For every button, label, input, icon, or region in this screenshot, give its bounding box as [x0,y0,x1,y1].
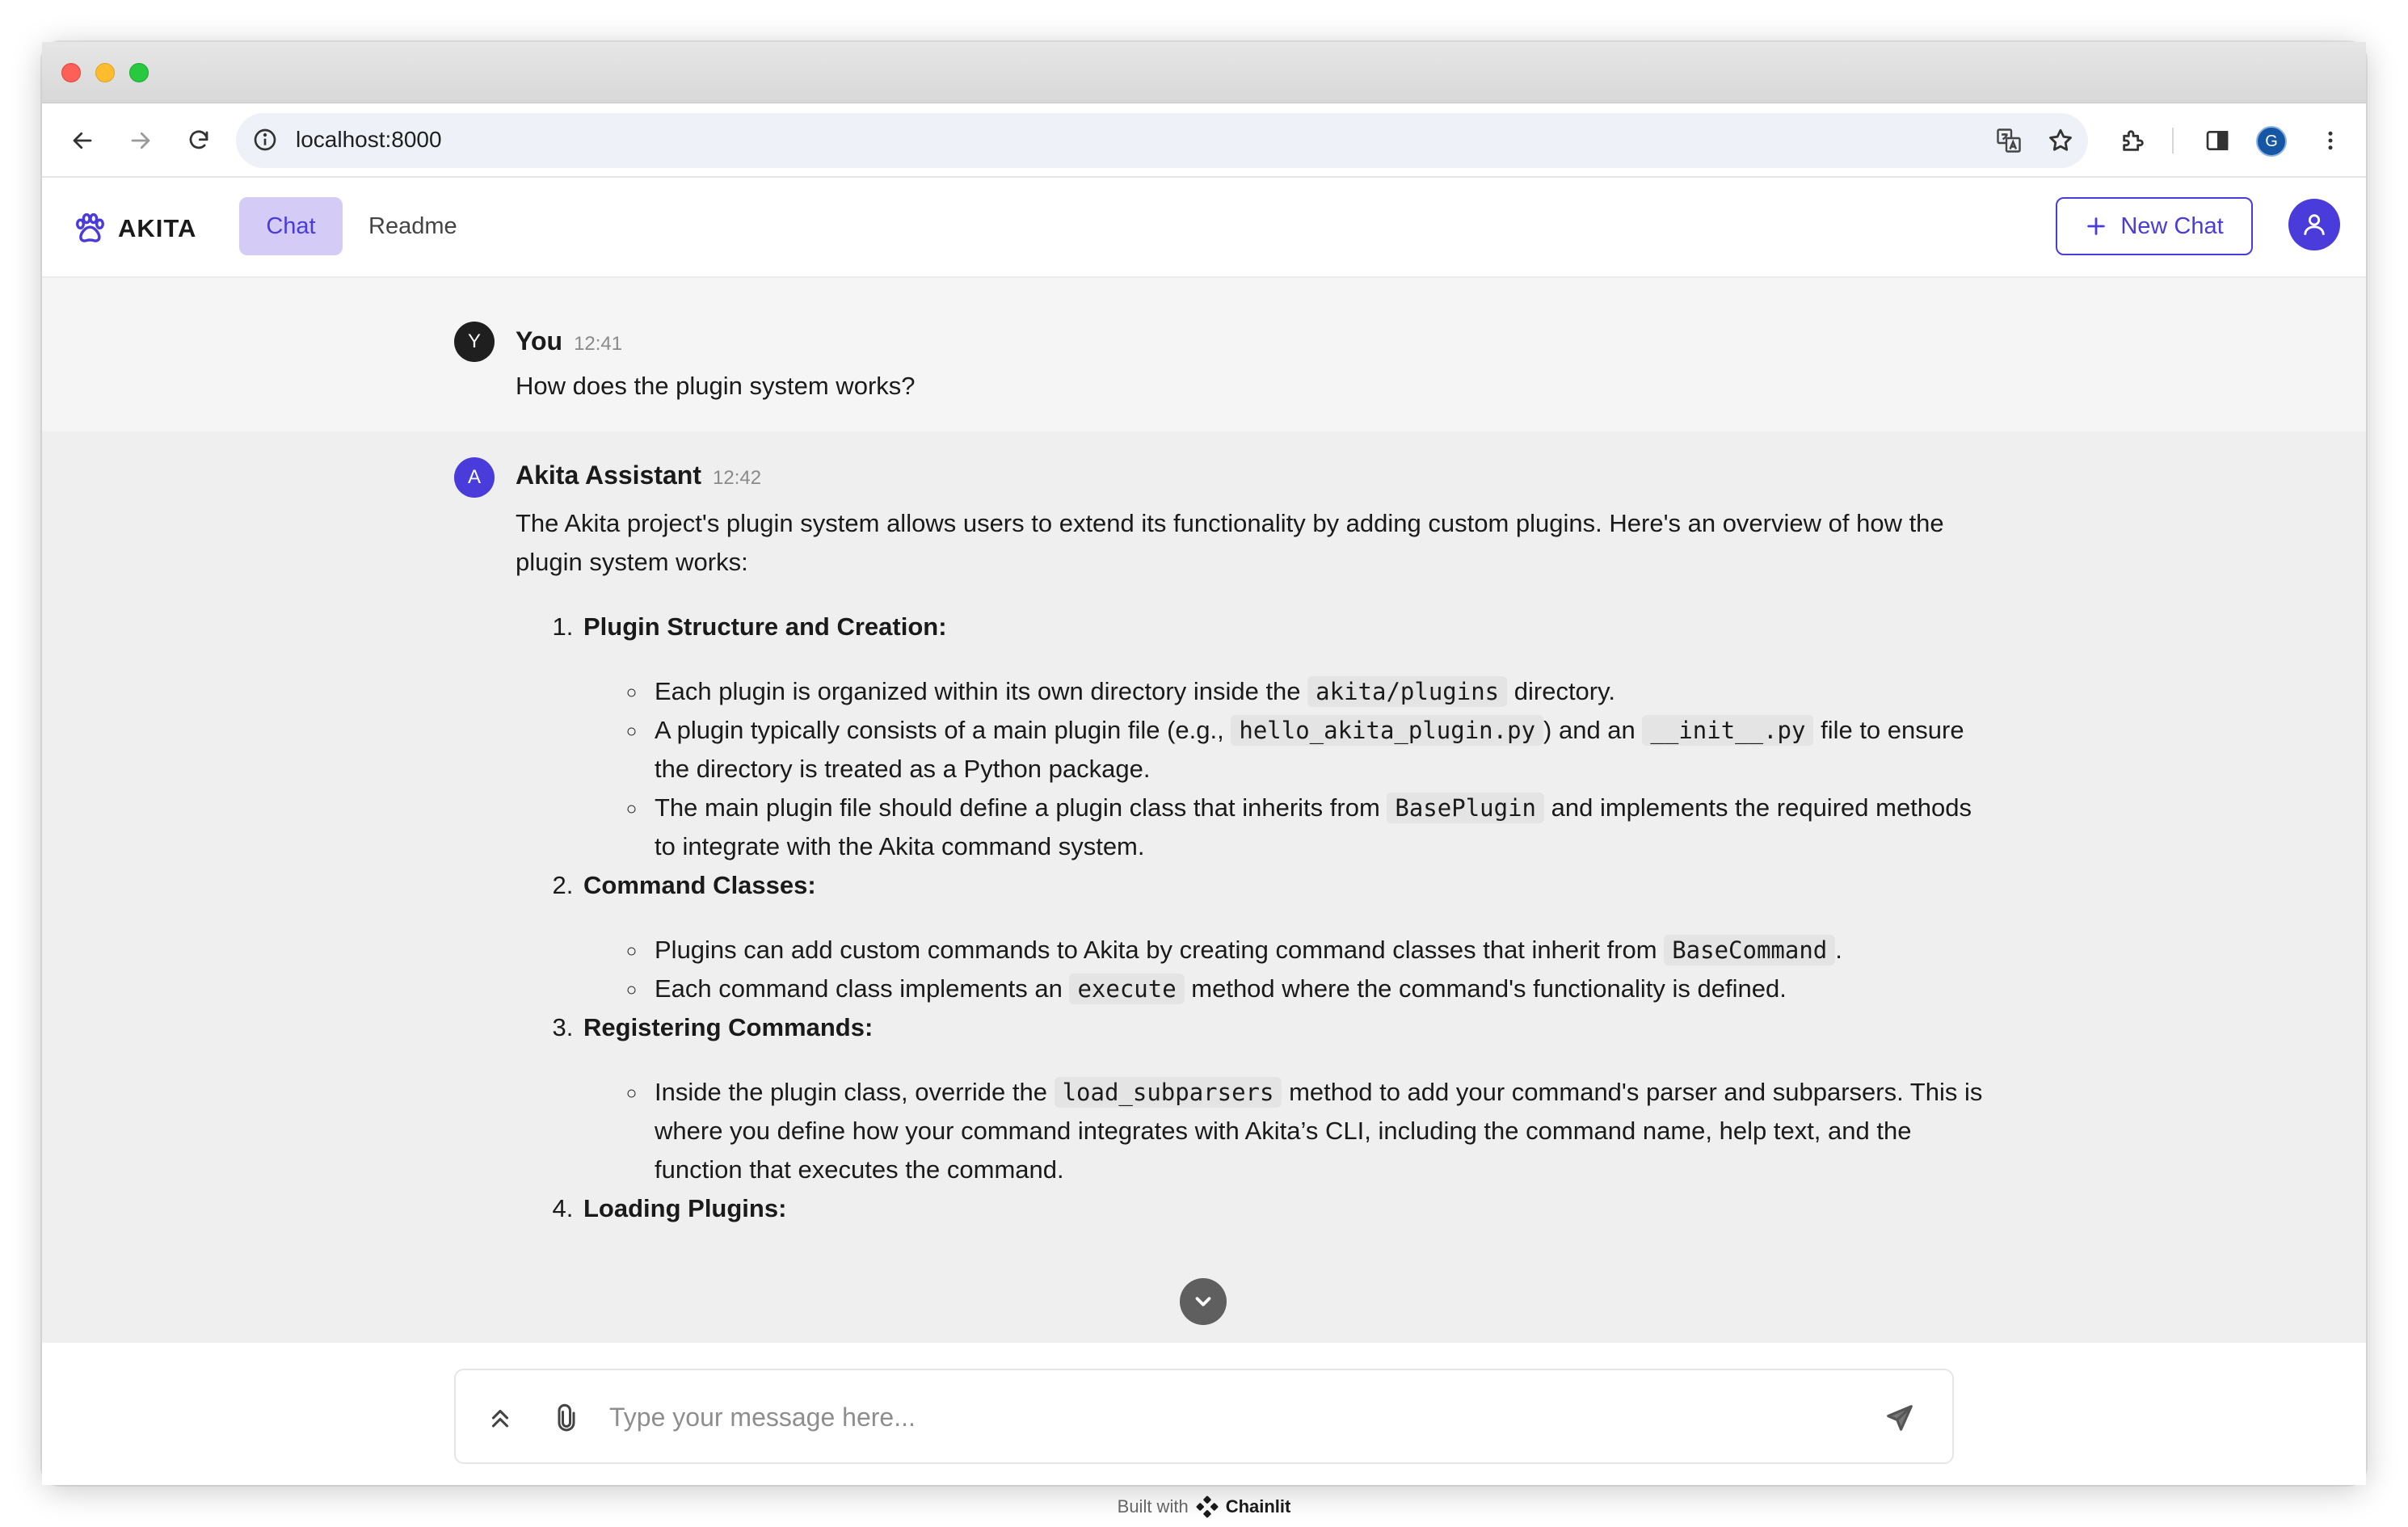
text-run: Plugins can add custom commands to Akita by creating command classes that inherit from [655,936,1665,964]
new-chat-button[interactable] [2056,197,2253,255]
new-chat-label: New Chat [2120,212,2224,239]
list-item [648,711,1986,789]
text-run: Inside the plugin class, override the [655,1078,1055,1106]
message-author: You [516,326,563,355]
arrow-right-icon [128,128,153,153]
kebab-menu-icon[interactable] [2313,123,2348,158]
user-message-avatar: Y [454,322,495,362]
built-with-footer[interactable] [42,1495,2366,1519]
inline-code: __init__.py [1642,715,1813,746]
assistant-message-body [516,504,1986,1254]
message-time: 12:41 [574,333,623,355]
step-heading: 2. Command Classes: [583,871,816,899]
minimize-window-button[interactable] [95,63,115,82]
message-composer [454,1369,1954,1464]
text-run: method where the command's functionality is defined. [1184,974,1787,1003]
app-header [42,178,2366,278]
text-run: The main plugin file should define a plugin class that inherits from [655,793,1387,822]
user-icon [2301,211,2328,238]
close-window-button[interactable] [61,63,81,82]
text-run: ) and an [1543,716,1643,744]
send-icon [1884,1403,1915,1433]
step-item [580,1008,1986,1189]
browser-profile-avatar[interactable]: G [2256,126,2287,157]
send-button[interactable] [1881,1399,1918,1437]
list-item [648,672,1986,711]
composer-area [42,1343,2366,1516]
address-bar[interactable] [236,113,2088,168]
step-heading: 4. Loading Plugins: [583,1194,787,1222]
inline-code: hello_akita_plugin.py [1231,715,1543,746]
reload-button[interactable] [181,123,217,158]
scroll-to-bottom-button[interactable] [1180,1278,1227,1325]
step-item [580,866,1986,1008]
step-heading: 1. Plugin Structure and Creation: [583,612,947,641]
built-with-brand: Chainlit [1225,1496,1291,1516]
step-heading: 3. Registering Commands: [583,1013,874,1041]
text-run: file to ensure the directory is treated as a Python package. [655,716,1964,783]
settings-button[interactable] [482,1399,519,1437]
title-bar [42,42,2366,103]
inline-code: BaseCommand [1664,935,1835,965]
assistant-message-header [516,461,761,490]
chat-thread[interactable] [42,278,2366,1343]
message-time: 12:42 [713,467,762,489]
user-menu-button[interactable] [2288,199,2340,250]
inline-code: BasePlugin [1387,793,1544,823]
star-icon[interactable] [2043,123,2078,158]
steps-list [580,608,1986,1228]
step-sublist [648,931,1986,1008]
puzzle-icon[interactable] [2115,123,2151,158]
assistant-message [42,431,2366,1343]
text-run: method to add your command's parser and subparsers. This is where you define how your command integrates with Akita’s CLI, including the command name, help text, and the function that executes the command. [655,1078,1983,1184]
inline-code: execute [1069,974,1184,1004]
back-button[interactable] [65,123,100,158]
step-item [580,608,1986,866]
text-run: . [1835,936,1842,964]
inline-code: load_subparsers [1055,1077,1282,1108]
chevron-down-icon [1191,1289,1215,1314]
text-run: directory. [1507,677,1615,705]
assistant-intro: The Akita project's plugin system allows users to extend its functionality by adding custom plugins. Here's an overview of how the plugin system works: [516,509,1944,576]
toolbar-separator [2172,128,2174,154]
text-run: Each command class implements an [655,974,1070,1003]
message-author: Akita Assistant [516,461,701,490]
user-message-text: How does the plugin system works? [516,372,916,400]
url-text[interactable]: localhost:8000 [296,127,442,152]
text-run: A plugin typically consists of a main plugin file (e.g., [655,716,1231,744]
list-item [648,1073,1986,1189]
forward-button[interactable] [123,123,158,158]
text-run: and implements the required methods to integrate with the Akita command system. [655,793,1972,860]
tab-chat[interactable]: Chat [239,197,343,255]
message-input[interactable] [609,1394,1854,1440]
reload-icon [187,128,211,153]
plus-icon [2085,215,2107,238]
built-with-prefix: Built with [1117,1496,1189,1516]
tab-readme[interactable]: Readme [368,212,457,239]
step-sublist [648,672,1986,866]
user-message-header [516,326,622,356]
list-item [648,789,1986,866]
arrow-left-icon [70,128,95,153]
logo-text: AKITA [118,214,197,242]
side-panel-icon[interactable] [2200,123,2235,158]
list-item [648,970,1986,1008]
browser-toolbar [42,103,2366,178]
chainlit-logo-icon [1195,1495,1219,1519]
translate-icon[interactable] [1991,123,2027,158]
step-item [580,1189,1986,1228]
paperclip-icon [552,1403,581,1432]
attach-button[interactable] [548,1399,585,1437]
step-sublist [648,1073,1986,1189]
list-item [648,931,1986,970]
info-icon[interactable] [252,127,278,157]
inline-code: akita/plugins [1307,676,1507,707]
app-logo[interactable] [71,210,196,247]
browser-window [42,42,2366,1516]
paw-icon [71,210,108,247]
assistant-message-avatar: A [454,457,495,498]
user-message [42,278,2366,431]
maximize-window-button[interactable] [129,63,149,82]
text-run: Each plugin is organized within its own directory inside the [655,677,1308,705]
chevrons-up-icon [486,1404,514,1432]
